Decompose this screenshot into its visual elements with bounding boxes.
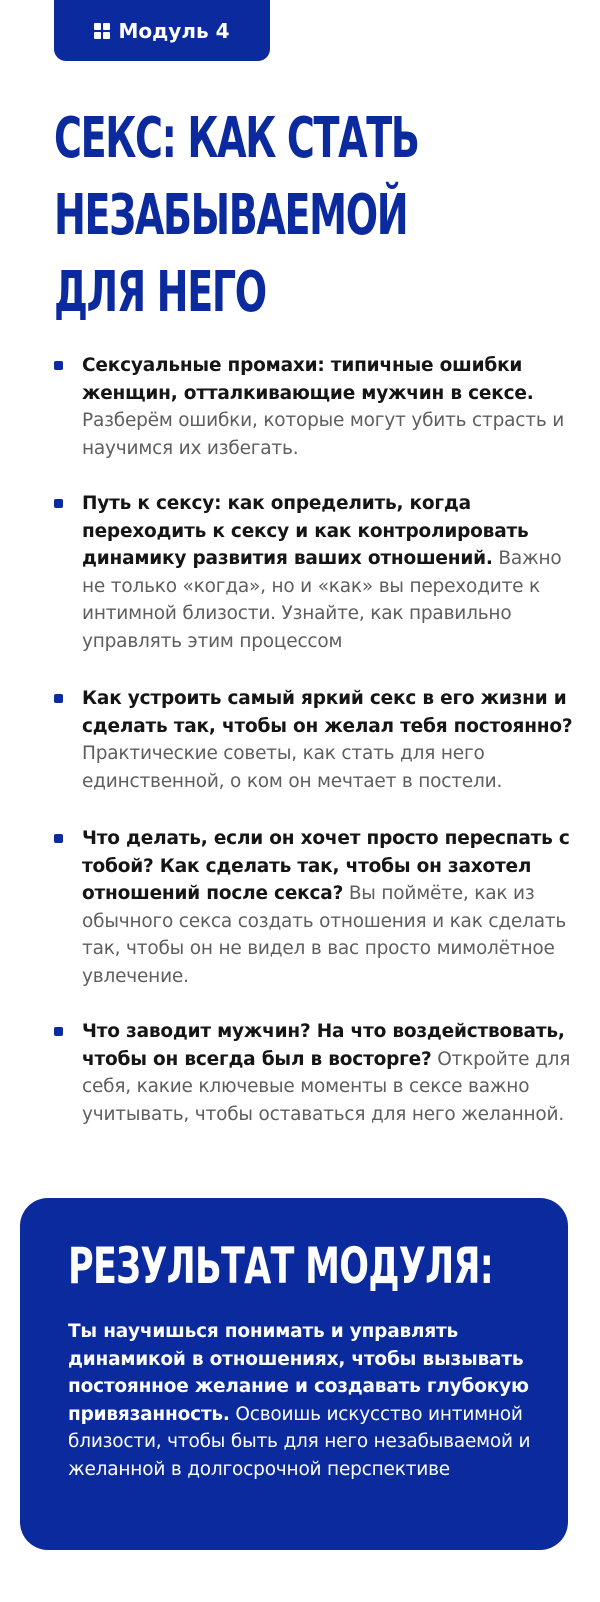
list-item-bold: Что делать, если он хочет просто переспать с тобой? Как сделать так, чтобы он захотел отношений после секса?: [82, 828, 570, 904]
module-badge-label: Модуль 4: [118, 18, 230, 43]
grid-icon: [94, 23, 110, 39]
page-title: [54, 100, 418, 331]
result-title: РЕЗУЛЬТАТ МОДУЛЯ:: [68, 1237, 494, 1295]
result-bold: Ты научишься понимать и управлять динамикой в отношениях, чтобы вызывать постоянное желание и создавать глубокую привязанность.: [68, 1321, 529, 1425]
list-item-bold: Путь к сексу: как определить, когда переходить к сексу и как контролировать динамику развития ваших отношений.: [82, 493, 529, 569]
list-item: [54, 685, 574, 795]
list-item-bold: Сексуальные промахи: типичные ошибки женщин, отталкивающие мужчин в сексе.: [82, 355, 534, 404]
module-result-card: [20, 1198, 568, 1550]
bullet-square-icon: [54, 361, 63, 370]
list-item-text: Разберём ошибки, которые могут убить страсть и научимся их избегать.: [82, 410, 565, 459]
list-item: [54, 1018, 574, 1128]
result-regular: Освоишь искусство интимной близости, чтобы быть для него незабываемой и желанной в долгосрочной перспективе: [68, 1403, 531, 1480]
list-item: [54, 352, 574, 462]
title-line-2: НЕЗАБЫВАЕМОЙ: [54, 183, 408, 248]
bullet-square-icon: [54, 1027, 63, 1036]
list-item: [54, 825, 574, 990]
list-item-text: Вы поймёте, как из обычного секса создать отношения и как сделать так, чтобы он не видел в вас просто мимолётное увлечение.: [82, 883, 567, 987]
bullet-square-icon: [54, 499, 63, 508]
title-line-1: СЕКС: КАК СТАТЬ: [54, 106, 419, 171]
list-item-bold: Что заводит мужчин? На что воздействовать, чтобы он всегда был в восторге?: [82, 1021, 565, 1070]
bullet-square-icon: [54, 834, 63, 843]
list-item-text: Практические советы, как стать для него единственной, о ком он мечтает в постели.: [82, 743, 503, 792]
list-item-bold: Как устроить самый яркий секс в его жизни и сделать так, чтобы он желал тебя постоянно?: [82, 688, 573, 737]
list-item-text: Важно не только «когда», но и «как» вы переходите к интимной близости. Узнайте, как правильно управлять этим процессом: [82, 548, 562, 652]
module-badge: [54, 0, 270, 61]
topics-list: [54, 352, 574, 1156]
title-line-3: ДЛЯ НЕГО: [54, 260, 266, 325]
result-text: [68, 1318, 538, 1483]
bullet-square-icon: [54, 694, 63, 703]
list-item: [54, 490, 574, 655]
list-item-text: Откройте для себя, какие ключевые моменты в сексе важно учитывать, чтобы оставаться для него желанной.: [82, 1048, 571, 1125]
